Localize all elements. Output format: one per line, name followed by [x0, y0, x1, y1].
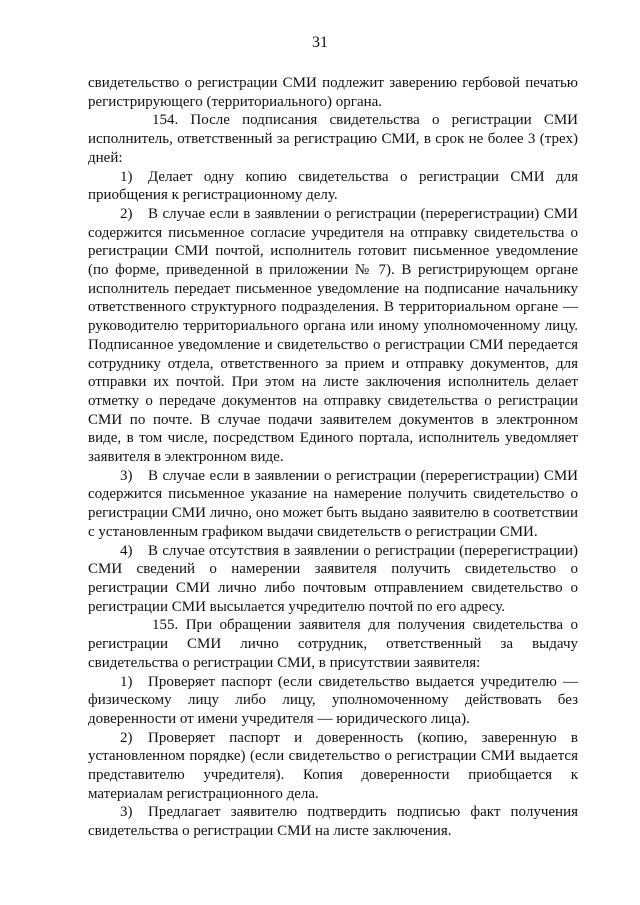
paragraph-text: Проверяет паспорт и доверенность (копию, заверенную в установленном порядке) (если свидетельство о регистрации СМИ выдается представителю учредителя). Копия доверенности приобщается к материалам регистрационного дела. [88, 729, 578, 802]
paragraph-text: Проверяет паспорт (если свидетельство выдается учредителю — физическому лицу либо лицу, уполномоченному действовать без доверенности от имени учредителя — юридического лица). [88, 673, 578, 727]
paragraph-continuation [88, 74, 578, 111]
list-item-number: 2) [120, 205, 133, 222]
paragraph-text: В случае если в заявлении о регистрации (перерегистрации) СМИ содержится письменное согласие учредителя на отправку свидетельства о регистрации СМИ почтой, исполнитель готовит письменное уведомление (по форме, приведенной в приложении № 7). В регистрирующем органе исполнитель передает письменное уведомление на подписание начальнику ответственного структурного подразделения. В территориальном органе — руководителю территориального органа или иному уполномоченному лицу. Подписанное уведомление и свидетельство о регистрации СМИ передается сотруднику отдела, ответственного за прием и отправку документов, для отправки их почтой. При этом на листе заключения исполнитель делает отметку о передаче документов на отправку свидетельства о регистрации СМИ по почте. В случае подачи заявителем документов в электронном виде, в том числе, посредством Единого портала, исполнитель уведомляет заявителя в электронном виде. [88, 205, 578, 466]
document-body [88, 74, 578, 841]
list-item-number: 2) [120, 729, 133, 746]
list-item-154-2 [88, 205, 578, 467]
list-item-number: 1) [120, 673, 133, 690]
paragraph-154 [88, 111, 578, 167]
list-item-number: 3) [120, 467, 133, 484]
paragraph-text: В случае если в заявлении о регистрации (перерегистрации) СМИ содержится письменное указание на намерение получить свидетельство о регистрации СМИ лично, оно может быть выдано заявителю в соответствии с установленным графиком выдачи свидетельств о регистрации СМИ. [88, 467, 578, 540]
paragraph-text: Предлагает заявителю подтвердить подписью факт получения свидетельства о регистрации СМИ на листе заключения. [88, 804, 578, 840]
list-item-number: 1) [120, 168, 133, 185]
paragraph-text: В случае отсутствия в заявлении о регистрации (перерегистрации) СМИ сведений о намерении заявителя получить свидетельство о регистрации СМИ лично либо почтовым отправлением свидетельство о регистрации СМИ высылается учредителю почтой по его адресу. [88, 542, 578, 615]
paragraph-text: 154. После подписания свидетельства о регистрации СМИ исполнитель, ответственный за регистрацию СМИ, в срок не более 3 (трех) дней: [88, 112, 578, 166]
list-item-155-3 [88, 803, 578, 840]
page-number: 31 [312, 34, 328, 51]
list-item-number: 3) [120, 804, 133, 821]
paragraph-text: Делает одну копию свидетельства о регистрации СМИ для приобщения к регистрационному делу. [88, 168, 578, 204]
list-item-number: 4) [120, 542, 133, 559]
list-item-154-3 [88, 467, 578, 542]
paragraph-text: свидетельство о регистрации СМИ подлежит заверению гербовой печатью регистрирующего (территориального) органа. [88, 75, 578, 110]
list-item-155-1 [88, 673, 578, 729]
paragraph-text: 155. При обращении заявителя для получения свидетельства о регистрации СМИ лично сотрудник, ответственный за выдачу свидетельства о регистрации СМИ, в присутствии заявителя: [88, 617, 578, 671]
paragraph-155 [88, 616, 578, 672]
list-item-154-1 [88, 168, 578, 205]
list-item-155-2 [88, 729, 578, 804]
list-item-154-4 [88, 542, 578, 617]
